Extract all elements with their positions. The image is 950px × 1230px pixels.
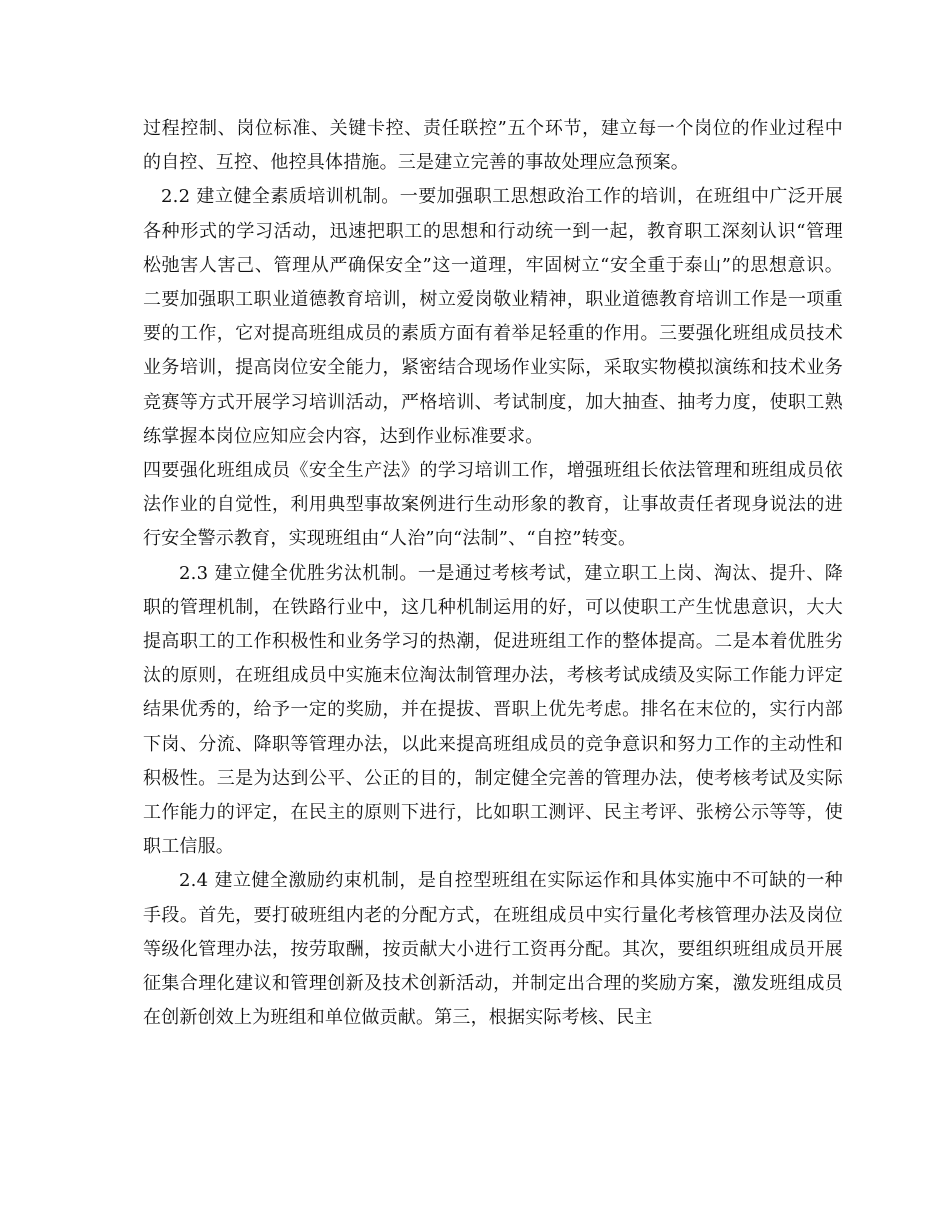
- paragraph-section-2-3: 2.3 建立健全优胜劣汰机制。一是通过考核考试，建立职工上岗、淘汰、提升、降职的管理机制，在铁路行业中，这几种机制运用的好，可以使职工产生忧患意识，大大提高职工的工作积极性和业务学习的热潮，促进班组工作的整体提高。二是本着优胜劣汰的原则，在班组成员中实施末位淘汰制管理办法，考核考试成绩及实际工作能力评定结果优秀的，给予一定的奖励，并在提拔、晋职上优先考虑。排名在末位的，实行内部下岗、分流、降职等管理办法，以此来提高班组成员的竞争意识和努力工作的主动性和积极性。三是为达到公平、公正的目的，制定健全完善的管理办法，使考核考试及实际工作能力的评定，在民主的原则下进行，比如职工测评、民主考评、张榜公示等等，使职工信服。: [143, 562, 843, 858]
- paragraph-continuation: 过程控制、岗位标准、关键卡控、责任联控”五个环节，建立每一个岗位的作业过程中的自控、互控、他控具体措施。三是建立完善的事故处理应急预案。: [143, 118, 843, 174]
- paragraph-section-2-2: 2.2 建立健全素质培训机制。一要加强职工思想政治工作的培训，在班组中广泛开展各种形式的学习活动，迅速把职工的思想和行动统一到一起，教育职工深刻认识“管理松弛害人害己、管理从严确保安全”这一道理，牢固树立“安全重于泰山”的思想意识。二要加强职工职业道德教育培训，树立爱岗敬业精神，职业道德教育培训工作是一项重要的工作，它对提高班组成员的素质方面有着举足轻重的作用。三要强化班组成员技术业务培训，提高岗位安全能力，紧密结合现场作业实际，采取实物模拟演练和技术业务竞赛等方式开展学习培训活动，严格培训、考试制度，加大抽查、抽考力度，使职工熟练掌握本岗位应知应会内容，达到作业标准要求。: [143, 186, 843, 447]
- paragraph-section-2-4: 2.4 建立健全激励约束机制，是自控型班组在实际运作和具体实施中不可缺的一种手段。首先，要打破班组内老的分配方式，在班组成员中实行量化考核管理办法及岗位等级化管理办法，按劳取酬，按贡献大小进行工资再分配。其次，要组织班组成员开展征集合理化建议和管理创新及技术创新活动，并制定出合理的奖励方案，激发班组成员在创新创效上为班组和单位做贡献。第三，根据实际考核、民主: [143, 870, 843, 1029]
- paragraph-section-2-2-part-four: 四要强化班组成员《安全生产法》的学习培训工作，增强班组长依法管理和班组成员依法作业的自觉性，利用典型事故案例进行生动形象的教育，让事故责任者现身说法的进行安全警示教育，实现班组由“人治”向“法制”、“自控”转变。: [143, 460, 843, 550]
- document-body: [143, 112, 843, 1035]
